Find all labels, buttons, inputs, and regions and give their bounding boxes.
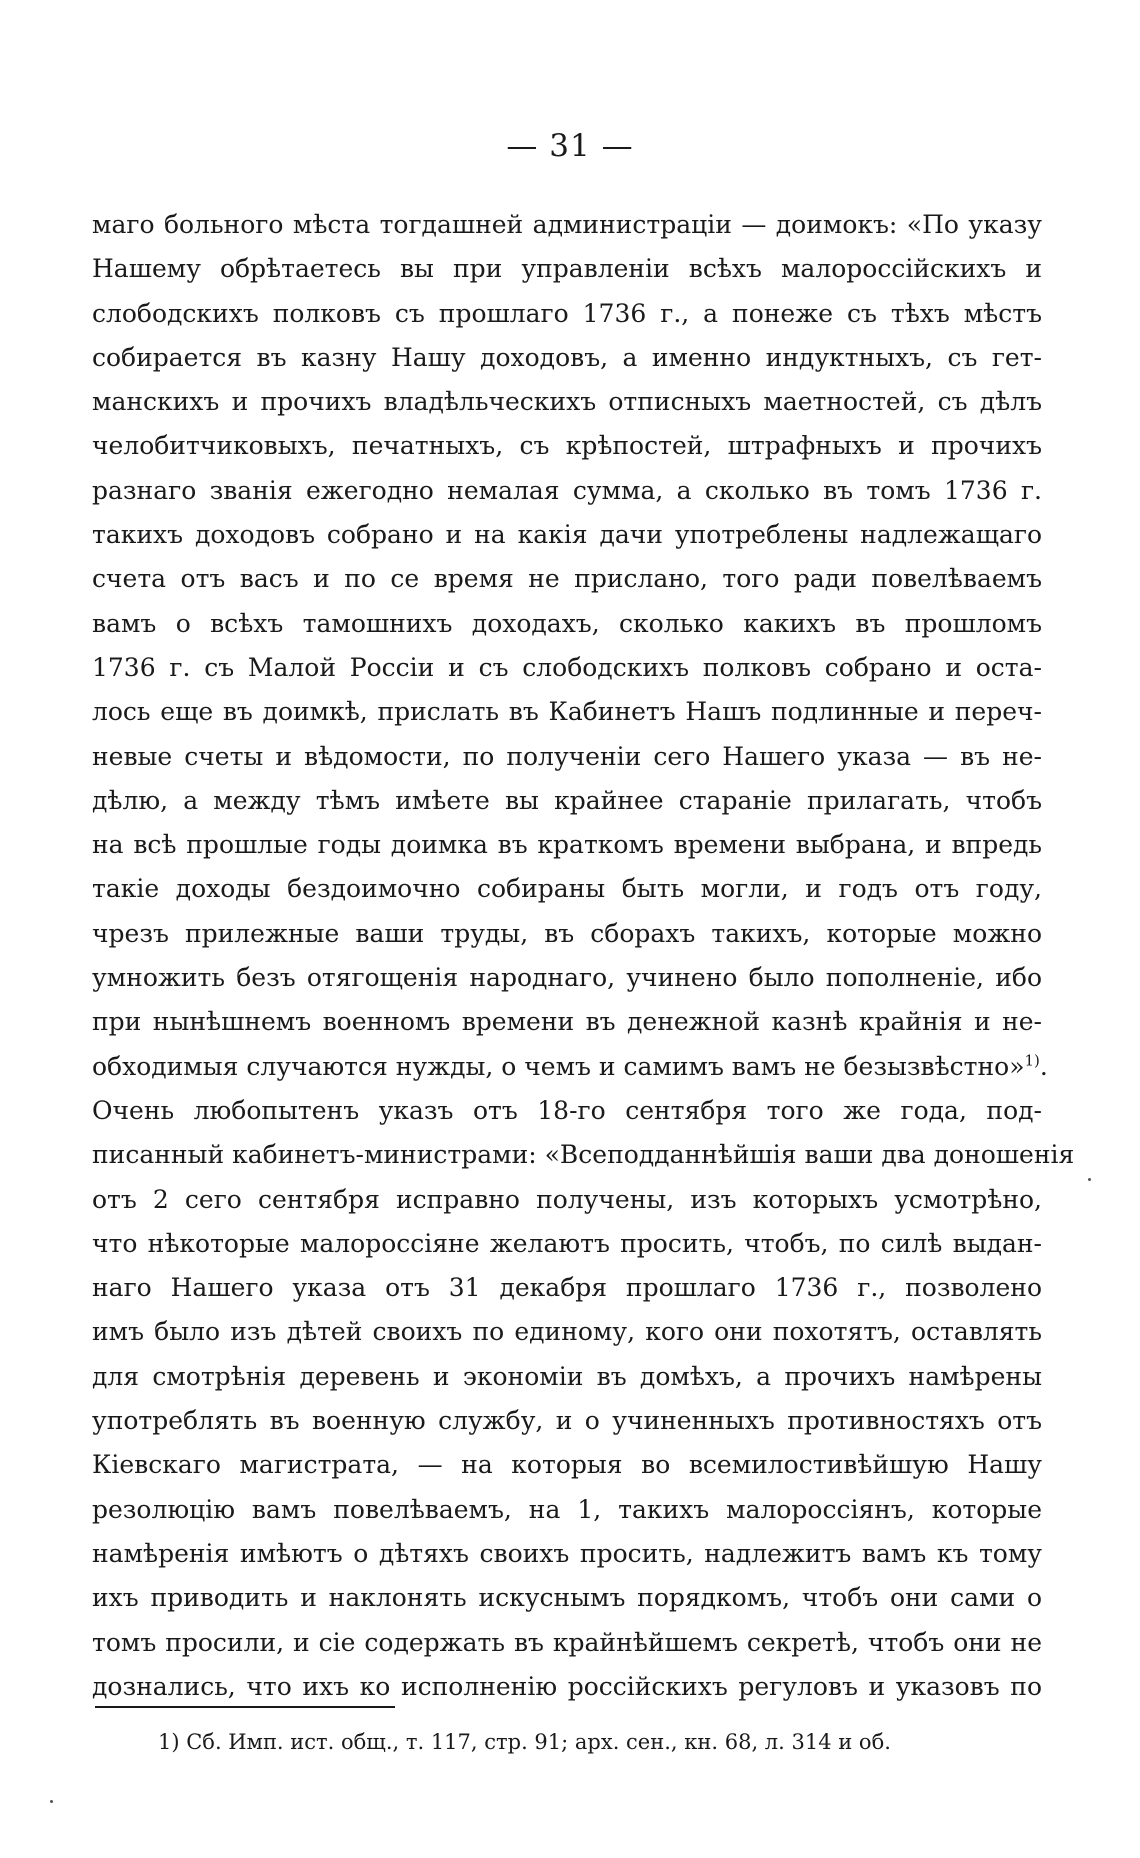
text-line: резолюцію вамъ повелѣваемъ, на 1, такихъ малороссіянъ, которые xyxy=(92,1494,1042,1524)
text-line: маго больного мѣста тогдашней администраціи — доимокъ: «По указу xyxy=(92,210,1042,239)
text-line: наго Нашего указа отъ 31 декабря прошлаго 1736 г., позволено xyxy=(92,1273,1042,1303)
text-line: томъ просили, и сіе содержать въ крайнѣйшемъ секретѣ, чтобъ они не xyxy=(92,1627,1042,1657)
text-line-tail: . xyxy=(1039,1051,1048,1081)
text-line: отъ 2 сего сентября исправно получены, изъ которыхъ усмотрѣно, xyxy=(92,1184,1042,1214)
text-line: что нѣкоторые малороссіяне желаютъ просить, чтобъ, по силѣ выдан- xyxy=(92,1228,1042,1258)
text-line: такіе доходы бездоимочно собираны быть могли, и годъ отъ году, xyxy=(92,874,1042,904)
text-line: при нынѣшнемъ военномъ времени въ денежной казнѣ крайнія и не- xyxy=(92,1007,1042,1037)
text-line: дознались, что ихъ ко исполненію россійскихъ регуловъ и указовъ по xyxy=(92,1671,1042,1701)
text-line: для смотрѣнія деревень и экономіи въ домѣхъ, а прочихъ намѣрены xyxy=(92,1361,1042,1391)
footnote: 1) Сб. Имп. ист. общ., т. 117, стр. 91; арх. сен., кн. 68, л. 314 и об. xyxy=(158,1730,891,1754)
text-line: челобитчиковыхъ, печатныхъ, съ крѣпостей, штрафныхъ и прочихъ xyxy=(92,431,1042,461)
text-line: писанный кабинетъ-министрами: «Всеподданнѣйшія ваши два доношенія xyxy=(92,1140,1075,1170)
text-line: счета отъ васъ и по се время не прислано, того ради повелѣваемъ xyxy=(92,564,1042,594)
text-line: лось еще въ доимкѣ, прислать въ Кабинетъ Нашъ подлинные и переч- xyxy=(92,697,1042,727)
text-line: слободскихъ полковъ съ прошлаго 1736 г., а понеже съ тѣхъ мѣстъ xyxy=(92,298,1042,328)
footnote-rule xyxy=(95,1706,395,1708)
text-line: умножить безъ отягощенія народнаго, учинено было пополненіе, ибо xyxy=(92,963,1042,993)
body-text xyxy=(92,203,1075,1709)
text-line: Нашему обрѣтаетесь вы при управленіи всѣхъ малороссійскихъ и xyxy=(92,254,1042,284)
text-line: разнаго званія ежегодно немалая сумма, а сколько въ томъ 1736 г. xyxy=(92,475,1042,505)
scan-speck xyxy=(50,1800,53,1803)
text-line: 1736 г. съ Малой Россіи и съ слободскихъ полковъ собрано и оста- xyxy=(92,652,1042,682)
page-number: — 31 — xyxy=(506,128,634,164)
text-line: манскихъ и прочихъ владѣльческихъ отписныхъ маетностей, съ дѣлъ xyxy=(92,387,1042,417)
text-line: Очень любопытенъ указъ отъ 18-го сентября того же года, под- xyxy=(92,1095,1042,1125)
text-line: употреблять въ военную службу, и о учиненныхъ противностяхъ отъ xyxy=(92,1406,1042,1436)
text-line: на всѣ прошлые годы доимка въ краткомъ времени выбрана, и впредь xyxy=(92,830,1042,860)
text-line: имъ было изъ дѣтей своихъ по единому, кого они похотятъ, оставлять xyxy=(92,1317,1042,1347)
text-line: дѣлю, а между тѣмъ имѣете вы крайнее стараніе прилагать, чтобъ xyxy=(92,785,1042,815)
text-line: невые счеты и вѣдомости, по полученіи сего Нашего указа — въ не- xyxy=(92,741,1042,771)
text-line: ихъ приводить и наклонять искуснымъ порядкомъ, чтобъ они сами о xyxy=(92,1583,1042,1613)
text-line: чрезъ прилежные ваши труды, въ сборахъ такихъ, которые можно xyxy=(92,918,1042,948)
text-line: вамъ о всѣхъ тамошнихъ доходахъ, сколько какихъ въ прошломъ xyxy=(92,608,1042,638)
footnote-reference: 1) xyxy=(1024,1051,1040,1070)
text-line: собирается въ казну Нашу доходовъ, а именно индуктныхъ, съ гет- xyxy=(92,342,1042,372)
text-line: намѣренія имѣютъ о дѣтяхъ своихъ просить, надлежитъ вамъ къ тому xyxy=(92,1538,1042,1568)
text-line-with-footnote-ref xyxy=(92,1045,1048,1089)
scan-speck xyxy=(1088,1178,1091,1181)
text-line-content: обходимыя случаются нужды, о чемъ и самимъ вамъ не безызвѣстно» xyxy=(92,1051,1025,1081)
text-line: Кіевскаго магистрата, — на которыя во всемилостивѣйшую Нашу xyxy=(92,1450,1042,1480)
text-line: такихъ доходовъ собрано и на какія дачи употреблены надлежащаго xyxy=(92,520,1042,550)
